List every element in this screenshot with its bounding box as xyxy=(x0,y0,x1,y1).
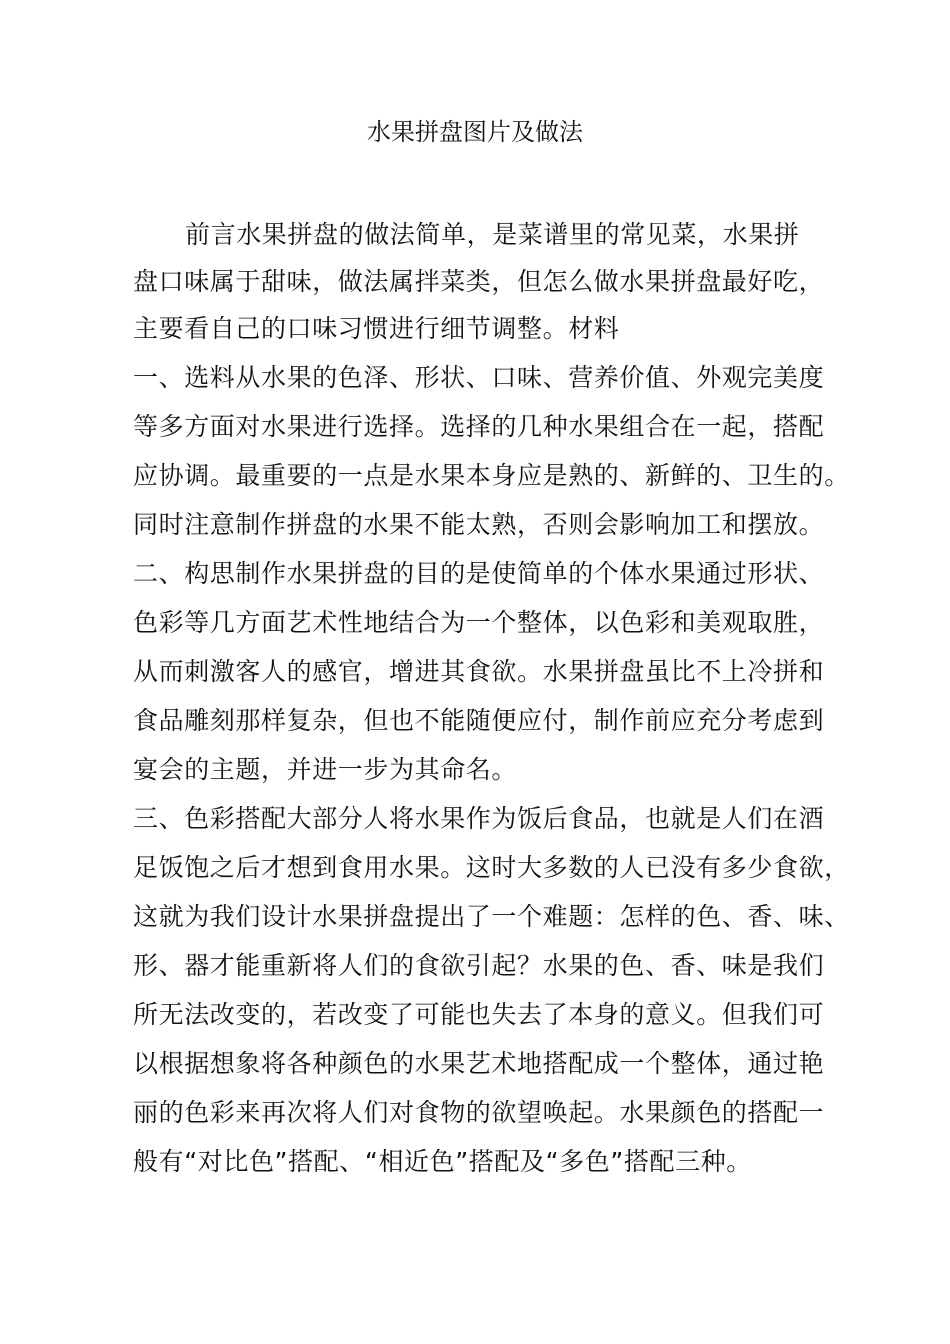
text-line: 同时注意制作拼盘的水果不能太熟，否则会影响加工和摆放。 xyxy=(133,510,825,539)
text-line: 二、构思制作水果拼盘的目的是使简单的个体水果通过形状、 xyxy=(133,559,825,588)
text-line: 应协调。最重要的一点是水果本身应是熟的、新鲜的、卫生的。 xyxy=(133,461,850,490)
text-line: 宴会的主题，并进一步为其命名。 xyxy=(133,755,518,784)
text-line: 一、选料从水果的色泽、形状、口味、营养价值、外观完美度 xyxy=(133,363,825,392)
text-line: 前言水果拼盘的做法简单，是菜谱里的常见菜，水果拼 xyxy=(185,220,800,249)
text-line: 丽的色彩来再次将人们对食物的欲望唤起。水果颜色的搭配一 xyxy=(133,1098,825,1127)
text-line: 所无法改变的，若改变了可能也失去了本身的意义。但我们可 xyxy=(133,1000,825,1029)
text-line: 以根据想象将各种颜色的水果艺术地搭配成一个整体，通过艳 xyxy=(133,1049,825,1078)
text-line: 这就为我们设计水果拼盘提出了一个难题：怎样的色、香、味、 xyxy=(133,902,850,931)
text-line: 形、器才能重新将人们的食欲引起？水果的色、香、味是我们 xyxy=(133,951,825,980)
text-line: 三、色彩搭配大部分人将水果作为饭后食品，也就是人们在酒 xyxy=(133,804,825,833)
text-line: 盘口味属于甜味，做法属拌菜类，但怎么做水果拼盘最好吃， xyxy=(133,267,825,296)
text-line: 主要看自己的口味习惯进行细节调整。材料 xyxy=(133,314,620,343)
text-line: 般有“对比色”搭配、“相近色”搭配及“多色”搭配三种。 xyxy=(133,1147,752,1176)
text-line: 足饭饱之后才想到食用水果。这时大多数的人已没有多少食欲， xyxy=(133,853,850,882)
text-line: 从而刺激客人的感官，增进其食欲。水果拼盘虽比不上冷拼和 xyxy=(133,657,825,686)
document-title: 水果拼盘图片及做法 xyxy=(367,118,583,146)
text-line: 食品雕刻那样复杂，但也不能随便应付，制作前应充分考虑到 xyxy=(133,706,825,735)
text-line: 色彩等几方面艺术性地结合为一个整体，以色彩和美观取胜， xyxy=(133,608,825,637)
text-line: 等多方面对水果进行选择。选择的几种水果组合在一起，搭配 xyxy=(133,412,825,441)
